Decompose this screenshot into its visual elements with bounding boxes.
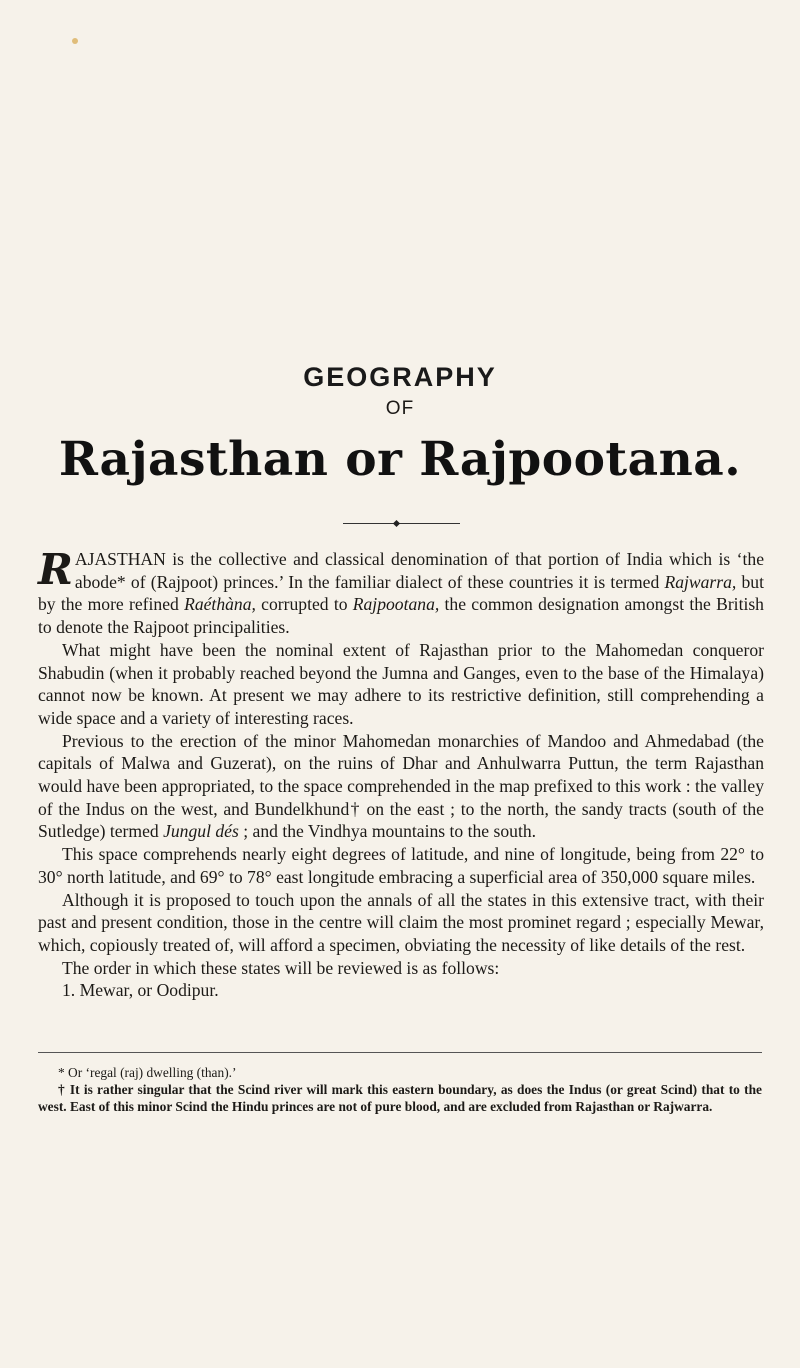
italic-term: Rajpootana,	[352, 594, 440, 615]
body-paragraph	[38, 545, 764, 639]
text-run: ; and the Vindhya mountains to the south.	[238, 821, 537, 842]
text-run: AJASTHAN is the collective and classical denomination of that portion of India which is ‘the abode* of (Rajpoot) princes.’ In the familiar dialect of these countries it is termed	[74, 549, 764, 592]
paper-stain	[72, 38, 78, 44]
body-paragraph	[38, 957, 764, 980]
footnote-2: † It is rather singular that the Scind river will mark this eastern boundary, as does the Indus (or great Scind) that to the west. East of this minor Scind the Hindu princes are not of pure blood, and are excluded from Rajasthan or Rajwarra.	[38, 1082, 762, 1114]
italic-term: Jungul dés	[163, 821, 239, 842]
body-paragraph	[38, 843, 764, 888]
text-run: What might have been the nominal extent of Rajasthan prior to the Mahomedan conqueror Shabudin (when it probably reached beyond the Jumna and Ganges, even to the base of the Himalaya) cannot now be known. At present we may adhere to its restrictive definition, still comprehending a wide space and a variety of interesting races.	[38, 639, 764, 728]
title-geography: GEOGRAPHY	[303, 362, 497, 392]
text-run: Although it is proposed to touch upon the annals of all the states in this extensive tract, with their past and present condition, those in the centre will claim the most prominet regard ; especially Mewar, which, copiously treated of, will afford a specimen, obviating the necessity of like details of the rest.	[38, 889, 764, 955]
drop-cap: R	[38, 545, 73, 594]
text-run: Previous to the erection of the minor Mahomedan monarchies of Mandoo and Ahmedabad (the capitals of Malwa and Guzerat), on the ruins of Dhar and Anhulwarra Puttun, the term Rajasthan would have been appropriated, to the space comprehended in the map prefixed to this work : the valley of the Indus on the west, and Bundelkhund† on the east ; to the north, the sandy tracts (south of the Sutledge) termed	[38, 730, 764, 842]
body-text	[38, 545, 764, 1002]
text-run: This space comprehends nearly eight degrees of latitude, and nine of longitude, being from 22° to 30° north latitude, and 69° to 78° east longitude embracing a superficial area of 350,000 square miles.	[38, 844, 764, 887]
text-run: The order in which these states will be reviewed is as follows:	[62, 957, 500, 978]
italic-term: Rajwarra,	[664, 571, 737, 592]
body-paragraph	[38, 639, 764, 730]
body-paragraph	[38, 730, 764, 844]
ornament-diamond-icon	[393, 520, 400, 527]
body-paragraph	[38, 979, 764, 1002]
ornament-line	[343, 523, 460, 524]
footnote-divider	[38, 1052, 762, 1053]
text-run: the common designation amongst the British to denote the Rajpoot principalities.	[38, 594, 764, 638]
title-ornament-rule	[343, 521, 460, 527]
title-rajasthan-or-rajpootana: Rajasthan or Rajpootana.	[58, 432, 742, 487]
text-run: 1. Mewar, or Oodipur.	[62, 980, 219, 1001]
text-run: corrupted to	[255, 594, 353, 615]
text-run: but by the more refined	[38, 571, 764, 615]
italic-term: Raéthàna,	[184, 594, 256, 615]
body-paragraph	[38, 889, 764, 957]
title-of: OF	[385, 398, 415, 419]
footnote-1: * Or ‘regal (raj) dwelling (than).’	[58, 1065, 237, 1080]
footnotes	[38, 1064, 762, 1115]
